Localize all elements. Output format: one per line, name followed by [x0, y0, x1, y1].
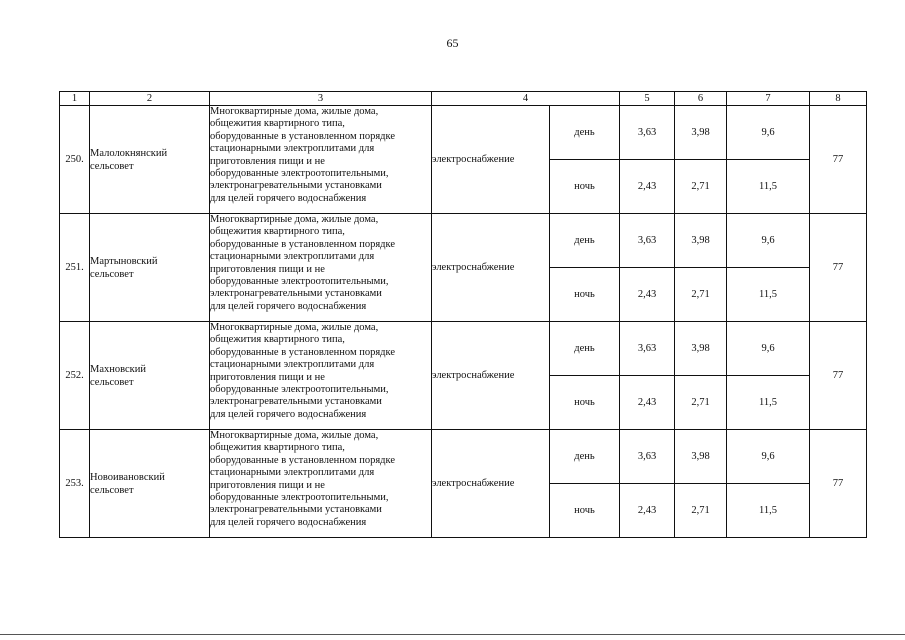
- bottom-rule: [0, 634, 905, 635]
- value-col-7: 9,6: [727, 106, 810, 160]
- service-type: электроснабжение: [432, 430, 550, 538]
- total-value: 77: [810, 214, 867, 322]
- time-of-day-day: день: [550, 430, 620, 484]
- time-of-day-day: день: [550, 214, 620, 268]
- settlement-name-line: сельсовет: [90, 268, 134, 280]
- description-line: стационарными электроплитами для: [210, 467, 375, 479]
- table-row: [60, 322, 867, 376]
- description-line: оборудованные электроотопительными,: [210, 168, 389, 180]
- value-col-6: 3,98: [675, 430, 727, 484]
- settlement-name: [90, 430, 210, 538]
- row-number: 250.: [60, 106, 90, 214]
- value-col-6: 3,98: [675, 106, 727, 160]
- service-type: электроснабжение: [432, 322, 550, 430]
- value-col-6: 3,98: [675, 214, 727, 268]
- row-number: 253.: [60, 430, 90, 538]
- total-value: 77: [810, 106, 867, 214]
- description-line: для целей горячего водоснабжения: [210, 192, 367, 204]
- header-col-3: 3: [210, 92, 432, 106]
- description-line: Многоквартирные дома, жилые дома,: [210, 214, 379, 225]
- description-line: оборудованные электроотопительными,: [210, 384, 389, 396]
- value-col-7: 9,6: [727, 430, 810, 484]
- description-line: общежития квартирного типа,: [210, 226, 345, 238]
- description-line: стационарными электроплитами для: [210, 359, 375, 371]
- description-line: для целей горячего водоснабжения: [210, 408, 367, 420]
- description-line: электронагревательными установками: [210, 396, 382, 408]
- value-col-7: 9,6: [727, 214, 810, 268]
- settlement-name-line: сельсовет: [90, 484, 134, 496]
- header-col-4: 4: [432, 92, 620, 106]
- value-col-7: 11,5: [727, 268, 810, 322]
- tariff-table: [59, 91, 867, 538]
- table-row: [60, 430, 867, 484]
- value-col-7: 11,5: [727, 160, 810, 214]
- value-col-7: 9,6: [727, 322, 810, 376]
- row-number: 252.: [60, 322, 90, 430]
- header-col-5: 5: [620, 92, 675, 106]
- description-line: для целей горячего водоснабжения: [210, 516, 367, 528]
- value-col-7: 11,5: [727, 376, 810, 430]
- settlement-name-line: сельсовет: [90, 376, 134, 388]
- description-line: приготовления пищи и не: [210, 479, 325, 491]
- description-line: стационарными электроплитами для: [210, 251, 375, 263]
- settlement-name: [90, 214, 210, 322]
- consumer-description: [210, 430, 432, 538]
- time-of-day-night: ночь: [550, 376, 620, 430]
- value-col-5: 2,43: [620, 268, 675, 322]
- description-line: оборудованные электроотопительными,: [210, 276, 389, 288]
- settlement-name: [90, 322, 210, 430]
- description-line: оборудованные в установленном порядке: [210, 454, 396, 466]
- settlement-name-line: Махновский: [90, 363, 147, 375]
- value-col-6: 2,71: [675, 268, 727, 322]
- description-line: Многоквартирные дома, жилые дома,: [210, 106, 379, 117]
- settlement-name: [90, 106, 210, 214]
- description-line: Многоквартирные дома, жилые дома,: [210, 322, 379, 333]
- value-col-5: 2,43: [620, 160, 675, 214]
- settlement-name-line: Мартыновский: [90, 255, 158, 267]
- header-col-1: 1: [60, 92, 90, 106]
- description-line: общежития квартирного типа,: [210, 334, 345, 346]
- time-of-day-night: ночь: [550, 484, 620, 538]
- description-line: стационарными электроплитами для: [210, 143, 375, 155]
- description-line: оборудованные в установленном порядке: [210, 346, 396, 358]
- time-of-day-night: ночь: [550, 268, 620, 322]
- description-line: электронагревательными установками: [210, 504, 382, 516]
- value-col-5: 3,63: [620, 322, 675, 376]
- description-line: оборудованные в установленном порядке: [210, 238, 396, 250]
- value-col-6: 2,71: [675, 484, 727, 538]
- description-line: общежития квартирного типа,: [210, 442, 345, 454]
- total-value: 77: [810, 322, 867, 430]
- value-col-6: 2,71: [675, 160, 727, 214]
- description-line: оборудованные в установленном порядке: [210, 130, 396, 142]
- table-row: [60, 106, 867, 160]
- settlement-name-line: Новоивановский: [90, 471, 165, 483]
- value-col-6: 3,98: [675, 322, 727, 376]
- description-line: приготовления пищи и не: [210, 371, 325, 383]
- consumer-description: [210, 106, 432, 214]
- description-line: приготовления пищи и не: [210, 155, 325, 167]
- description-line: электронагревательными установками: [210, 288, 382, 300]
- total-value: 77: [810, 430, 867, 538]
- table-row: [60, 214, 867, 268]
- service-type: электроснабжение: [432, 106, 550, 214]
- consumer-description: [210, 214, 432, 322]
- time-of-day-night: ночь: [550, 160, 620, 214]
- description-line: электронагревательными установками: [210, 180, 382, 192]
- settlement-name-line: Малолокнянский: [90, 147, 168, 159]
- header-col-6: 6: [675, 92, 727, 106]
- time-of-day-day: день: [550, 106, 620, 160]
- value-col-7: 11,5: [727, 484, 810, 538]
- header-col-2: 2: [90, 92, 210, 106]
- description-line: оборудованные электроотопительными,: [210, 492, 389, 504]
- header-col-7: 7: [727, 92, 810, 106]
- description-line: Многоквартирные дома, жилые дома,: [210, 430, 379, 441]
- consumer-description: [210, 322, 432, 430]
- value-col-6: 2,71: [675, 376, 727, 430]
- description-line: общежития квартирного типа,: [210, 118, 345, 130]
- page-number: 65: [446, 36, 459, 50]
- time-of-day-day: день: [550, 322, 620, 376]
- value-col-5: 3,63: [620, 430, 675, 484]
- value-col-5: 3,63: [620, 106, 675, 160]
- value-col-5: 3,63: [620, 214, 675, 268]
- service-type: электроснабжение: [432, 214, 550, 322]
- header-col-8: 8: [810, 92, 867, 106]
- value-col-5: 2,43: [620, 484, 675, 538]
- description-line: для целей горячего водоснабжения: [210, 300, 367, 312]
- row-number: 251.: [60, 214, 90, 322]
- value-col-5: 2,43: [620, 376, 675, 430]
- description-line: приготовления пищи и не: [210, 263, 325, 275]
- header-row: [60, 92, 867, 106]
- settlement-name-line: сельсовет: [90, 160, 134, 172]
